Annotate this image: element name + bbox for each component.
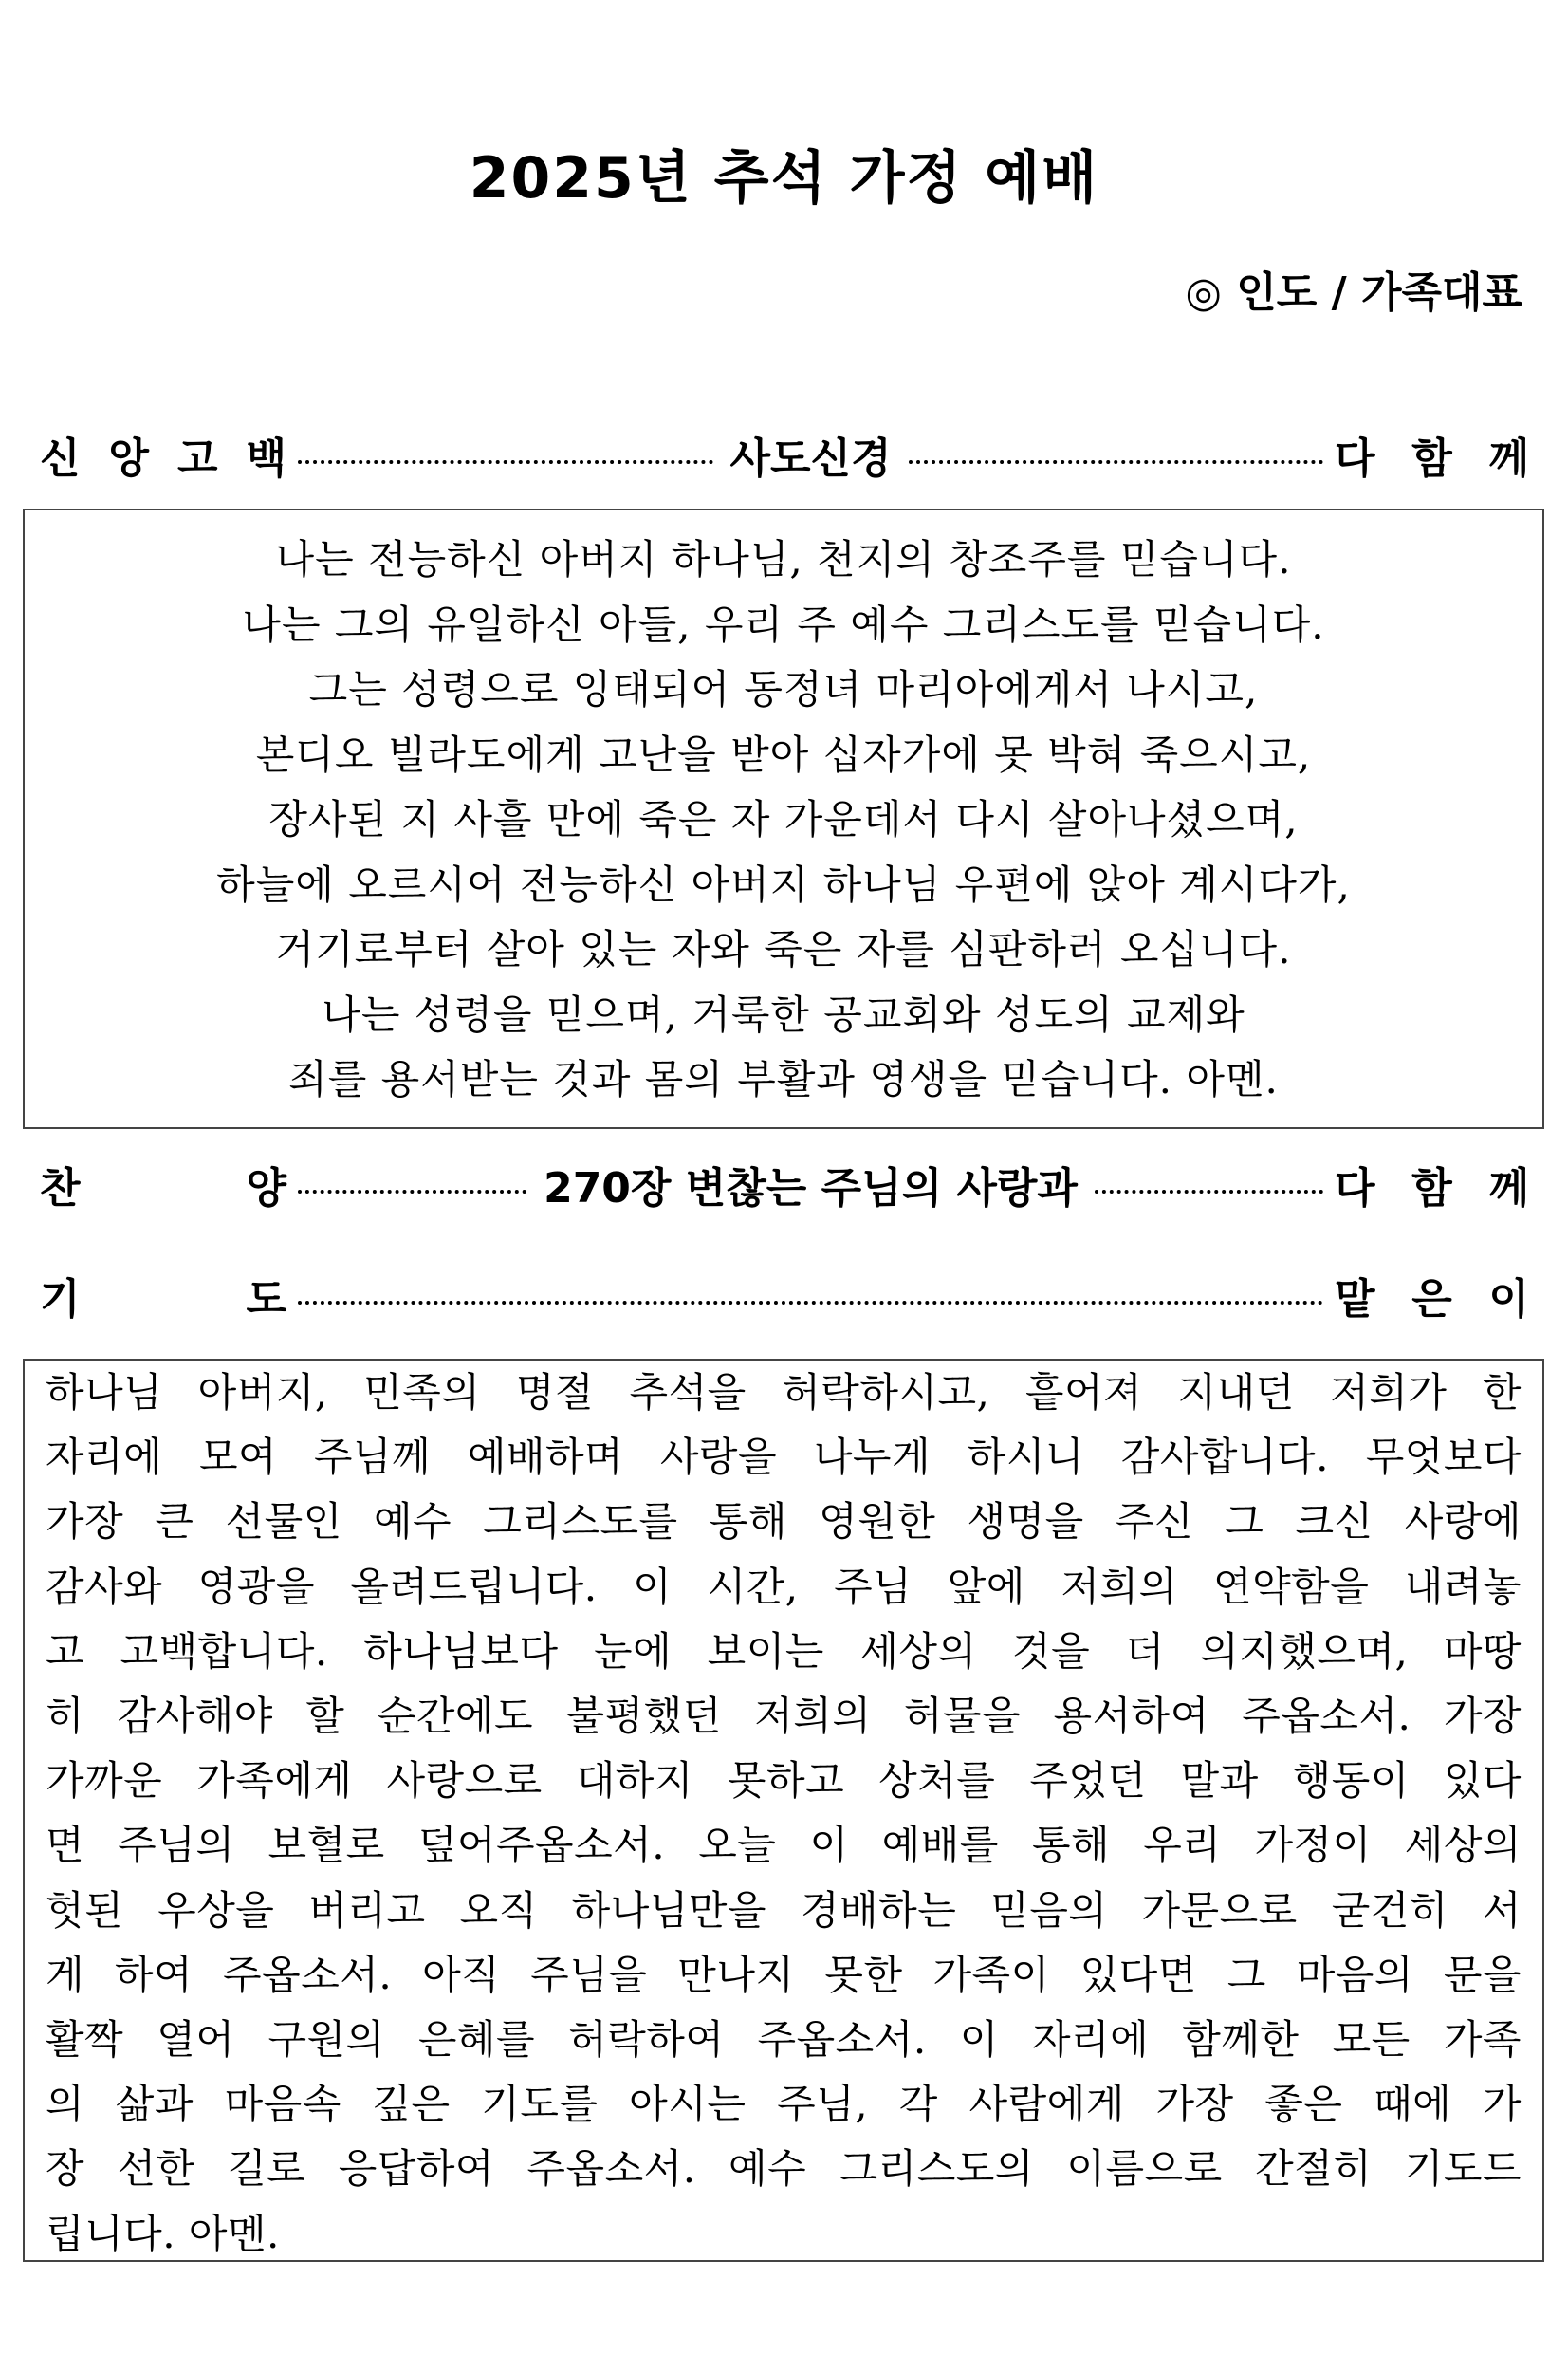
section-label bbox=[40, 1265, 286, 1325]
label-char: 고 bbox=[176, 435, 218, 483]
dot-leader bbox=[298, 460, 713, 464]
performer-char: 은 bbox=[1411, 1275, 1452, 1324]
prayer-line: 고 고백합니다. 하나님보다 눈에 보이는 세상의 것을 더 의지했으며, 마땅 bbox=[46, 1627, 1522, 1675]
prayer-line: 하나님 아버지, 민족의 명절 추석을 허락하시고, 흩어져 지내던 저희가 한 bbox=[46, 1369, 1522, 1416]
prayer-line: 히 감사해야 할 순간에도 불평했던 저희의 허물을 용서하여 주옵소서. 가장 bbox=[46, 1693, 1522, 1740]
creed-line: 장사된 지 사흘 만에 죽은 자 가운데서 다시 살아나셨으며, bbox=[268, 796, 1299, 843]
label-char: 앙 bbox=[108, 435, 149, 483]
section-performer bbox=[1335, 1265, 1529, 1325]
performer-char: 맡 bbox=[1335, 1275, 1375, 1324]
creed-line: 나는 성령을 믿으며, 거룩한 공교회와 성도의 교제와 bbox=[322, 991, 1245, 1038]
section-row-creed bbox=[40, 421, 1529, 488]
prayer-line: 면 주님의 보혈로 덮어주옵소서. 오늘 이 예배를 통해 우리 가정이 세상의 bbox=[46, 1822, 1522, 1869]
dot-leader bbox=[909, 460, 1324, 464]
section-row-hymn bbox=[40, 1151, 1529, 1217]
performer-char: 께 bbox=[1488, 1164, 1529, 1213]
performer-char: 이 bbox=[1488, 1275, 1529, 1324]
prayer-line: 가까운 가족에게 사랑으로 대하지 못하고 상처를 주었던 말과 행동이 있다 bbox=[46, 1757, 1522, 1805]
leader-line: ◎ 인도 / 가족대표 bbox=[1185, 269, 1522, 317]
creed-line: 하늘에 오르시어 전능하신 아버지 하나님 우편에 앉아 계시다가, bbox=[216, 861, 1351, 908]
creed-box bbox=[23, 509, 1544, 1129]
prayer-line: 감사와 영광을 올려드립니다. 이 시간, 주님 앞에 저희의 연약함을 내려놓 bbox=[46, 1563, 1522, 1610]
creed-line: 거기로부터 살아 있는 자와 죽은 자를 심판하러 오십니다. bbox=[275, 926, 1292, 973]
prayer-line: 의 삶과 마음속 깊은 기도를 아시는 주님, 각 사람에게 가장 좋은 때에 가 bbox=[46, 2081, 1522, 2128]
dot-leader bbox=[298, 1190, 526, 1194]
label-char: 신 bbox=[40, 435, 81, 483]
creed-line: 나는 전능하신 아버지 하나님, 천지의 창조주를 믿습니다. bbox=[275, 536, 1292, 583]
section-label bbox=[40, 1154, 286, 1214]
creed-line: 죄를 용서받는 것과 몸의 부활과 영생을 믿습니다. 아멘. bbox=[288, 1056, 1279, 1102]
performer-char: 다 bbox=[1335, 435, 1375, 483]
dot-leader bbox=[1095, 1190, 1323, 1194]
section-row-prayer bbox=[40, 1262, 1529, 1328]
section-content: 사도신경 bbox=[729, 435, 892, 483]
prayer-line: 장 선한 길로 응답하여 주옵소서. 예수 그리스도의 이름으로 간절히 기도드 bbox=[46, 2145, 1522, 2193]
section-label bbox=[40, 424, 286, 485]
performer-char: 함 bbox=[1411, 1164, 1452, 1213]
prayer-line: 자리에 모여 주님께 예배하며 사랑을 나누게 하시니 감사합니다. 무엇보다 bbox=[46, 1434, 1522, 1481]
performer-char: 다 bbox=[1335, 1164, 1375, 1213]
dot-leader bbox=[298, 1301, 1323, 1305]
label-char: 기 bbox=[40, 1275, 81, 1324]
prayer-line: 헛된 우상을 버리고 오직 하나님만을 경배하는 믿음의 가문으로 굳건히 서 bbox=[46, 1886, 1522, 1934]
performer-char: 함 bbox=[1411, 435, 1452, 483]
label-char: 도 bbox=[246, 1275, 286, 1324]
section-content: 270장 변찮는 주님의 사랑과 bbox=[544, 1164, 1078, 1213]
label-char: 찬 bbox=[40, 1164, 81, 1213]
prayer-line: 활짝 열어 구원의 은혜를 허락하여 주옵소서. 이 자리에 함께한 모든 가족 bbox=[46, 2016, 1522, 2064]
creed-line: 본디오 빌라도에게 고난을 받아 십자가에 못 박혀 죽으시고, bbox=[255, 731, 1312, 778]
creed-line: 그는 성령으로 잉태되어 동정녀 마리아에게서 나시고, bbox=[308, 666, 1259, 713]
section-performer bbox=[1335, 1154, 1529, 1214]
creed-line: 나는 그의 유일하신 아들, 우리 주 예수 그리스도를 믿습니다. bbox=[242, 601, 1325, 648]
prayer-line: 립니다. 아멘. bbox=[46, 2210, 280, 2257]
page-title: 2025년 추석 가정 예배 bbox=[469, 145, 1099, 212]
section-performer bbox=[1335, 424, 1529, 485]
performer-char: 께 bbox=[1488, 435, 1529, 483]
label-char: 백 bbox=[246, 435, 286, 483]
prayer-line: 가장 큰 선물인 예수 그리스도를 통해 영원한 생명을 주신 그 크신 사랑에 bbox=[46, 1498, 1522, 1546]
prayer-line: 게 하여 주옵소서. 아직 주님을 만나지 못한 가족이 있다면 그 마음의 문을 bbox=[46, 1951, 1522, 1998]
label-char: 양 bbox=[246, 1164, 286, 1213]
prayer-box bbox=[23, 1359, 1544, 2262]
